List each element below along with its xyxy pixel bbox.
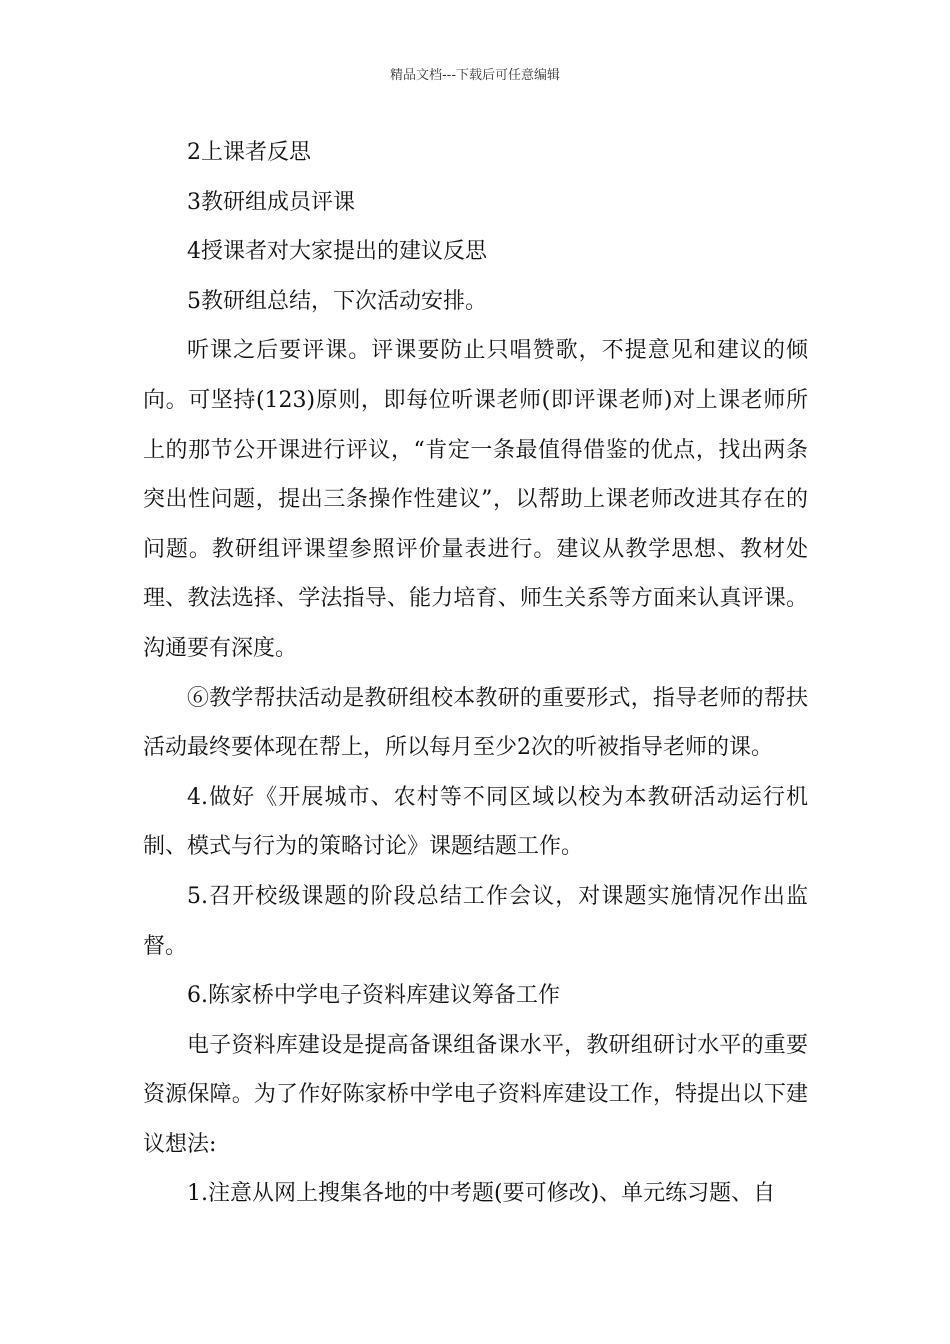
paragraph-school-project-meeting: 5.召开校级课题的阶段总结工作会议，对课题实施情况作出监督。 [143, 883, 808, 959]
paragraph-database-heading: 6.陈家桥中学电子资料库建议筹备工作 [187, 983, 560, 1009]
paragraph-mentoring-activity: ⑥教学帮扶活动是教研组校本教研的重要形式，指导老师的帮扶活动最终要体现在帮上，所以每月至少2次的听被指导老师的课。 [143, 685, 808, 761]
paragraph-group-review-item: 3教研组成员评课 [187, 189, 355, 215]
paragraph-summary-item: 5教研组总结，下次活动安排。 [187, 288, 487, 314]
paragraph-lesson-evaluation: 听课之后要评课。评课要防止只唱赞歌，不提意见和建议的倾向。可坚持(123)原则，即每位听课老师(即评课老师)对上课老师所上的那节公开课进行评议，“肯定一条最值得借鉴的优点，找出两条突出性问题，提出三条操作性建议”，以帮助上课老师改进其存在的问题。教研组评课望参照评价量表进行。建议从教学思想、教材处理、教法选择、学法指导、能力培育、师生关系等方面来认真评课。沟通要有深度。 [143, 338, 808, 661]
paragraph-collection-suggestion: 1.注意从网上搜集各地的中考题(要可修改)、单元练习题、自 [187, 1181, 776, 1207]
page-header: 精品文档---下载后可任意编辑 [389, 68, 561, 83]
paragraph-research-project: 4.做好《开展城市、农村等不同区域以校为本教研活动运行机制、模式与行为的策略讨论》课题结题工作。 [143, 784, 808, 860]
document-body [143, 128, 808, 1219]
paragraph-database-description: 电子资料库建设是提高备课组备课水平，教研组研讨水平的重要资源保障。为了作好陈家桥中学电子资料库建设工作，特提出以下建议想法: [143, 1032, 808, 1157]
paragraph-teacher-reflection-item: 4授课者对大家提出的建议反思 [187, 239, 487, 265]
paragraph-reflection-item: 2上课者反思 [187, 140, 311, 165]
